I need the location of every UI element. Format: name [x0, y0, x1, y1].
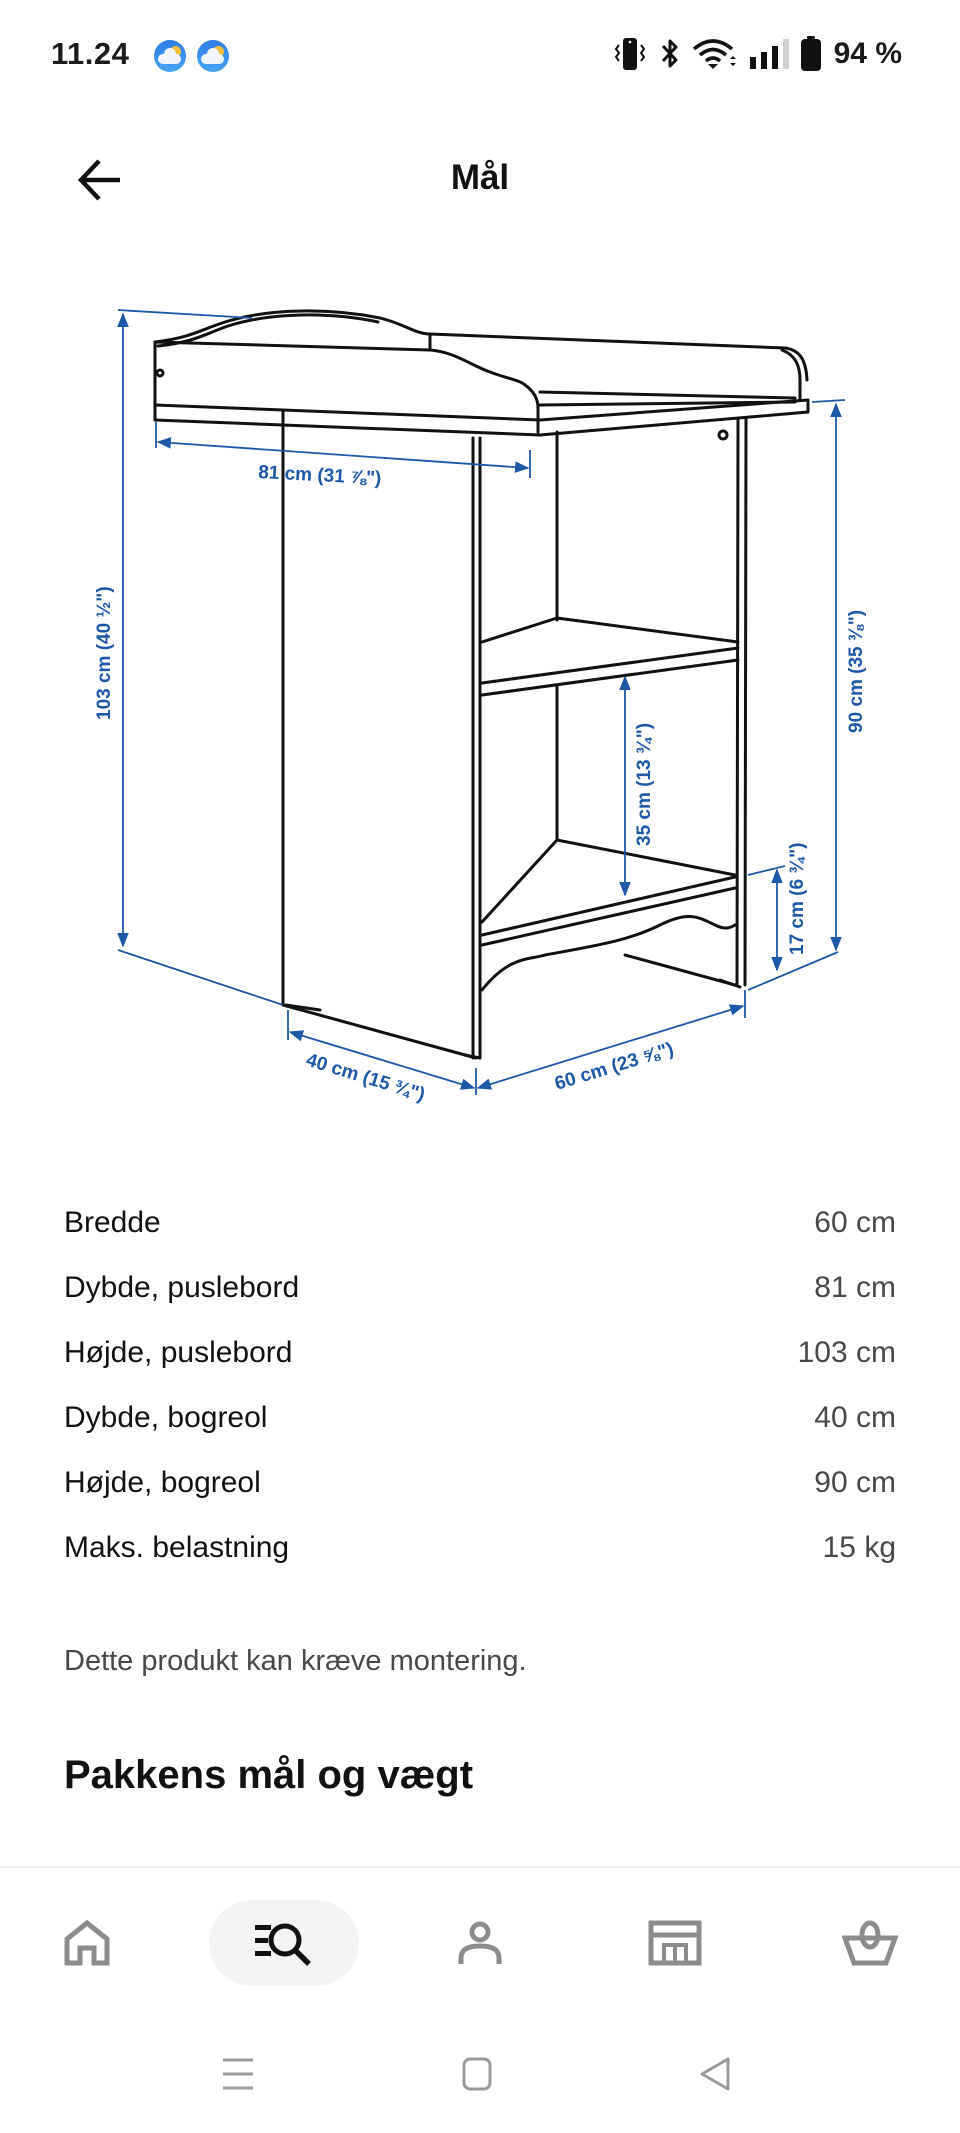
nav-search[interactable]: [209, 1900, 359, 1986]
vibrate-icon: [612, 37, 648, 71]
wifi-icon: [692, 37, 738, 71]
recents-button[interactable]: [213, 2054, 263, 2094]
dimension-label-shelf-gap: 35 cm (13 ¾"): [634, 722, 655, 846]
spec-value: 103 cm: [797, 1335, 896, 1369]
spec-value: 81 cm: [814, 1270, 896, 1304]
battery-icon: [800, 36, 822, 72]
dimensions-spec-list: [64, 1190, 896, 1580]
nav-stores[interactable]: [600, 1900, 750, 1986]
signal-icon: [748, 37, 790, 71]
search-list-icon: [253, 1919, 315, 1967]
dimension-label-top-depth: 81 cm (31 ⅞"): [257, 462, 382, 490]
nav-basket[interactable]: [795, 1900, 945, 1986]
home-icon: [64, 1920, 110, 1966]
back-triangle-icon: [697, 2056, 733, 2092]
store-icon: [648, 1920, 702, 1966]
dimension-diagram: [0, 280, 960, 1130]
battery-percentage: 94 %: [833, 37, 902, 70]
spec-value: 40 cm: [814, 1400, 896, 1434]
spec-value: 90 cm: [814, 1465, 896, 1499]
system-back-button[interactable]: [690, 2054, 740, 2094]
system-home-button[interactable]: [453, 2054, 503, 2094]
nav-home[interactable]: [12, 1900, 162, 1986]
bluetooth-icon: [658, 37, 682, 71]
dimension-label-shelf-height: 90 cm (35 ⅜"): [846, 609, 867, 733]
dimension-label-total-height: 103 cm (40 ½"): [94, 586, 115, 720]
spec-row: [64, 1190, 896, 1255]
weather-partly-cloudy-icon: [197, 40, 229, 72]
bottom-navigation: [0, 1866, 960, 2016]
weather-partly-cloudy-icon: [154, 40, 186, 72]
status-time: 11.24: [51, 36, 130, 71]
status-bar: [0, 0, 960, 110]
system-navigation-bar: [0, 2016, 960, 2133]
spec-row: [64, 1385, 896, 1450]
assembly-note: Dette produkt kan kræve montering.: [64, 1645, 527, 1677]
spec-row: [64, 1450, 896, 1515]
spec-label: Maks. belastning: [64, 1530, 290, 1564]
spec-label: Bredde: [64, 1205, 161, 1239]
spec-row: [64, 1320, 896, 1385]
spec-value: 15 kg: [822, 1530, 896, 1564]
spec-label: Højde, puslebord: [64, 1335, 293, 1369]
spec-row: [64, 1255, 896, 1320]
recents-icon: [220, 2057, 256, 2091]
dimension-label-bottom-clearance: 17 cm (6 ¾"): [787, 842, 808, 955]
dimension-label-width: 60 cm (23 ⅝"): [552, 1038, 677, 1095]
page-title: Mål: [450, 158, 510, 197]
spec-label: Dybde, bogreol: [64, 1400, 268, 1434]
spec-label: Dybde, puslebord: [64, 1270, 300, 1304]
spec-label: Højde, bogreol: [64, 1465, 261, 1499]
basket-icon: [842, 1920, 898, 1966]
spec-value: 60 cm: [814, 1205, 896, 1239]
product-dimension-drawing: [0, 280, 960, 1130]
spec-row: [64, 1515, 896, 1580]
dimension-label-shelf-depth: 40 cm (15 ¾"): [303, 1049, 428, 1106]
page-header: [0, 130, 960, 230]
package-section-heading[interactable]: Pakkens mål og vægt: [64, 1753, 474, 1797]
profile-icon: [457, 1920, 503, 1966]
home-square-icon: [461, 2056, 495, 2092]
nav-profile[interactable]: [405, 1900, 555, 1986]
system-status-icons: [612, 34, 902, 74]
